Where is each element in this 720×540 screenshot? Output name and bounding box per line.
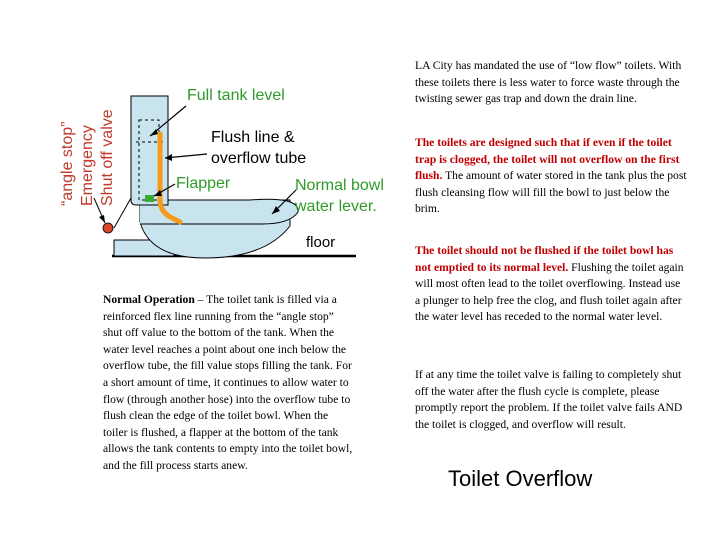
report-paragraph: If at any time the toilet valve is failing to completely shut off the water after the flush cycle is complete, please promptly report the problem. If the toilet valve fails AND the toilet is clogged, and overflow will result. <box>415 368 683 431</box>
shut-off-valve-label: Shut off valve <box>99 109 116 206</box>
design-warning: The toilets are designed such that if even if the toilet trap is clogged, the toilet will not overflow on the first flush. <box>415 136 680 183</box>
flush-warning: The toilet should not be flushed if the toilet bowl has not emptied to its normal level. <box>415 244 674 274</box>
flush-warning-detail: Flushing the toilet again will most often lead to the toilet overflowing. Instead use a plunger to help free the clog, and flush toilet again after the water level has receded to the normal water level. <box>415 260 684 324</box>
angle-stop-valve <box>103 223 113 233</box>
design-detail: The amount of water stored in the tank plus the post flush cleansing flow will fill the bowl to just below the brim. <box>415 169 687 216</box>
normal-operation-heading: Normal Operation <box>103 293 195 306</box>
flapper-label: Flapper <box>176 175 231 192</box>
flush-warning-paragraph <box>415 243 687 326</box>
normal-operation-paragraph <box>103 292 355 475</box>
full-tank-level-label: Full tank level <box>187 87 285 104</box>
normal-bowl-label-2: water lever. <box>295 198 377 215</box>
flush-line-label-2: overflow tube <box>211 150 307 167</box>
design-paragraph <box>415 135 687 218</box>
floor-label: floor <box>306 234 336 251</box>
normal-operation-body: – The toilet tank is filled via a reinforced flex line running from the “angle stop” shut off value to the bottom of the tank. When the water level reaches a point about one inch below the overflow tube, the fill value stops filling the tank. For a short amount of time, it continues to allow water to flow (through another hose) into the overflow tube to flush clean the edge of the toilet bowl. When the toiler is flushed, a flapper at the bottom of the tank allows the tank contents to empty into the toilet bowl, and the fill process starts anew. <box>103 293 353 472</box>
normal-bowl-label-1: Normal bowl <box>295 177 384 194</box>
low-flow-paragraph: LA City has mandated the use of “low flow” toilets. With these toilets there is less water to force waste through the twisting sewer gas trap and down the drain line. <box>415 59 682 106</box>
emergency-label: Emergency <box>79 125 96 206</box>
flapper <box>145 195 154 202</box>
flush-line-label-1: Flush line & <box>211 129 295 146</box>
page-title: Toilet Overflow <box>448 466 593 491</box>
toilet-diagram <box>0 0 400 270</box>
angle-stop-label: “angle stop” <box>59 121 76 206</box>
